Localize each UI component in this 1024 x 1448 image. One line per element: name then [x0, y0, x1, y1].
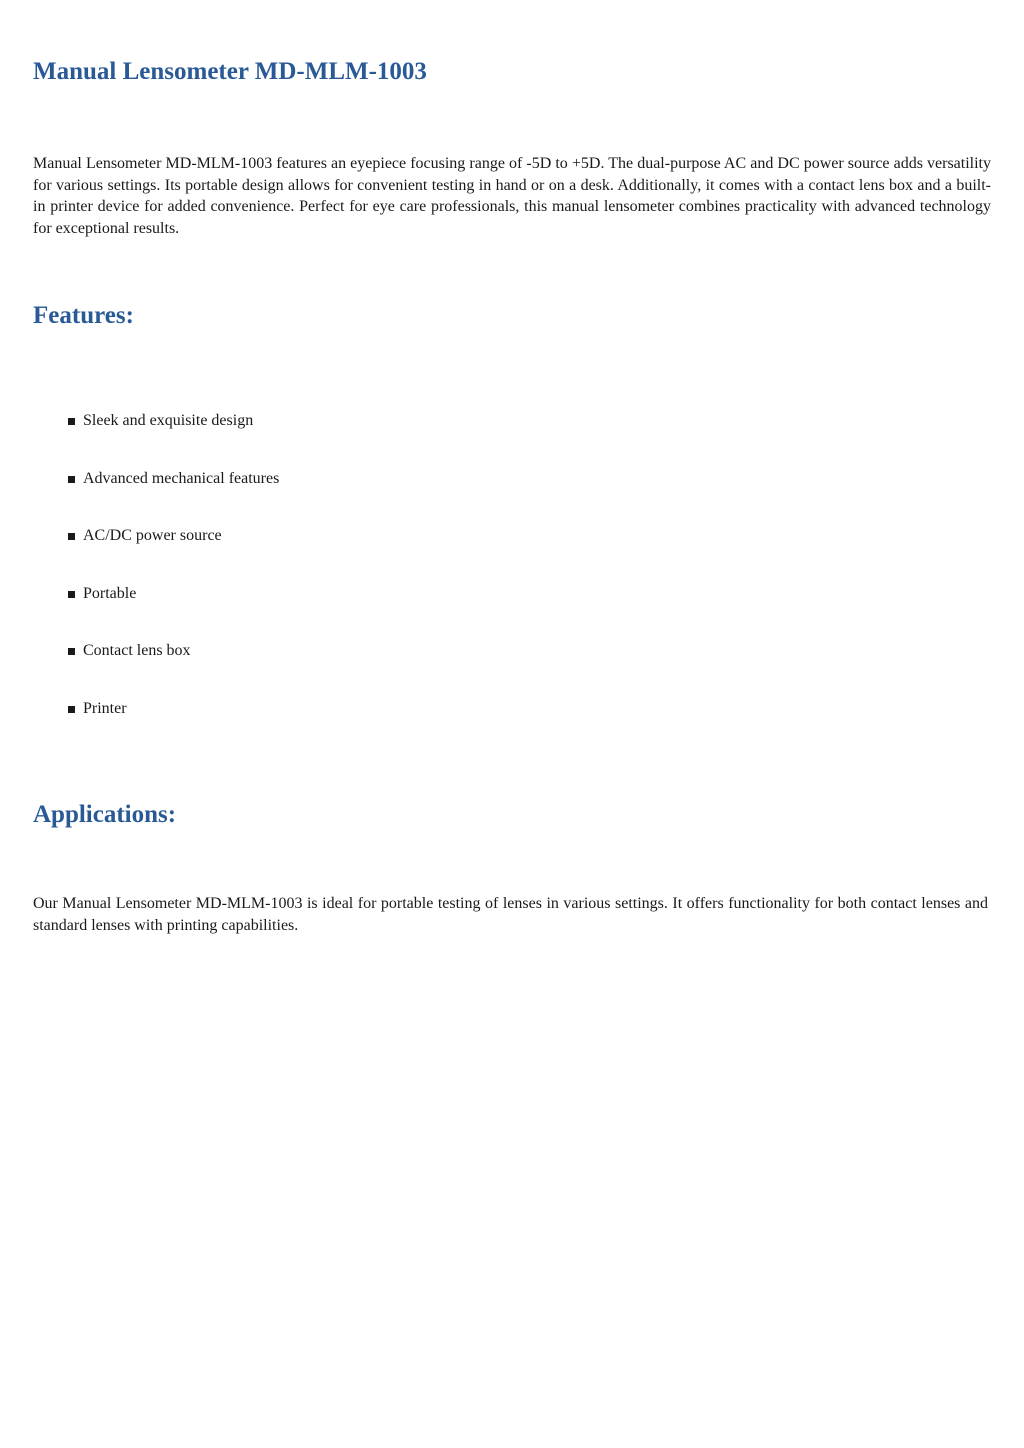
list-item: [68, 583, 279, 641]
list-item: [68, 525, 279, 583]
intro-paragraph: Manual Lensometer MD-MLM-1003 features an eyepiece focusing range of -5D to +5D. The dual-purpose AC and DC power source adds versatility for various settings. Its portable design allows for convenient testing in hand or on a desk. Additionally, it comes with a contact lens box and a built-in printer device for added convenience. Perfect for eye care professionals, this manual lensometer combines practicality with advanced technology for exceptional results.: [33, 155, 991, 237]
square-bullet-icon: [68, 591, 75, 598]
feature-label: Sleek and exquisite design: [83, 412, 254, 429]
square-bullet-icon: [68, 706, 75, 713]
list-item: [68, 640, 279, 698]
page-title: Manual Lensometer MD-MLM-1003: [33, 58, 427, 85]
list-item: [68, 410, 279, 468]
square-bullet-icon: [68, 418, 75, 425]
feature-label: AC/DC power source: [83, 527, 222, 545]
square-bullet-icon: [68, 648, 75, 655]
features-heading: Features:: [33, 302, 134, 329]
applications-heading: Applications:: [33, 801, 177, 828]
feature-label: Contact lens box: [83, 642, 191, 660]
list-item: [68, 698, 279, 756]
square-bullet-icon: [68, 476, 75, 483]
square-bullet-icon: [68, 533, 75, 540]
applications-paragraph: Our Manual Lensometer MD-MLM-1003 is ideal for portable testing of lenses in various settings. It offers functionality for both contact lenses and standard lenses with printing capabilities.: [33, 895, 988, 934]
list-item: [68, 468, 279, 526]
feature-label: Advanced mechanical features: [83, 469, 280, 487]
feature-label: Printer: [83, 699, 127, 717]
feature-label: Portable: [83, 584, 137, 602]
features-list: [68, 410, 279, 756]
